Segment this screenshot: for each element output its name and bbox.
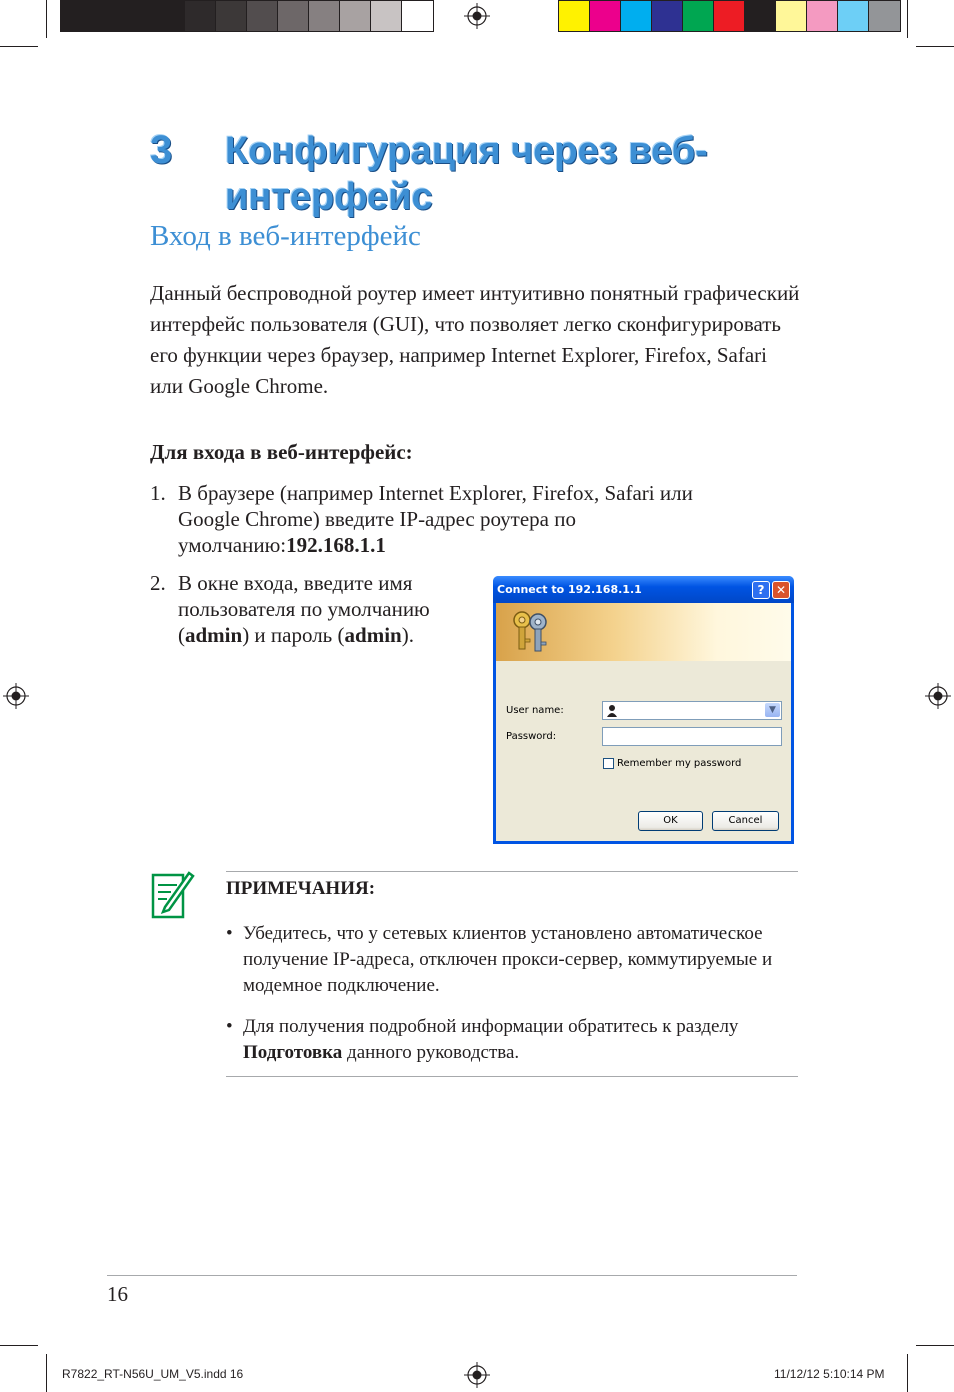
- username-label: User name:: [506, 705, 564, 716]
- color-swatch: [309, 1, 340, 31]
- color-swatch: [61, 1, 92, 31]
- color-swatch: [247, 1, 278, 31]
- color-swatch: [683, 1, 714, 31]
- step-2: [150, 570, 470, 660]
- cmyk-color-bar: [558, 0, 901, 32]
- notes-top-rule: [226, 871, 798, 872]
- color-swatch: [807, 1, 838, 31]
- help-button[interactable]: ?: [752, 581, 770, 599]
- color-swatch: [869, 1, 900, 31]
- crop-mark: [0, 1345, 38, 1346]
- note-text: Убедитесь, что у сетевых клиентов установлено автоматическое получение IP-адреса, отключен прокси-сервер, коммутируемые и модемное подключение.: [243, 923, 773, 996]
- step-2-text: ).: [401, 623, 414, 647]
- crop-mark: [916, 1345, 954, 1346]
- dialog-body: [496, 603, 791, 841]
- step-1: [150, 480, 730, 560]
- registration-mark-icon: [925, 683, 951, 709]
- color-swatch: [123, 1, 154, 31]
- chevron-down-icon[interactable]: ▼: [765, 703, 780, 717]
- login-dialog: [493, 576, 794, 844]
- step-text: [178, 570, 468, 648]
- registration-mark-icon: [464, 3, 490, 29]
- crop-mark: [907, 1354, 908, 1392]
- color-swatch: [652, 1, 683, 31]
- keys-icon: [510, 609, 554, 655]
- step-2-text: В окне входа, введите имя пользователя по умолчанию (: [178, 571, 430, 647]
- user-icon: [605, 704, 619, 718]
- footer-rule: [107, 1275, 797, 1276]
- step-2-text: ) и пароль (: [242, 623, 345, 647]
- color-swatch: [776, 1, 807, 31]
- dialog-titlebar: [493, 576, 794, 603]
- color-swatch: [559, 1, 590, 31]
- color-swatch: [838, 1, 869, 31]
- crop-mark: [907, 0, 908, 38]
- color-swatch: [590, 1, 621, 31]
- note-2-text-end: данного руководства.: [347, 1042, 520, 1063]
- default-username: admin: [185, 623, 243, 647]
- step-1-text: В браузере (например Internet Explorer, Firefox, Safari или Google Chrome) введите IP-адрес роутера по умолчанию:: [178, 481, 693, 557]
- chapter-title: Конфигурация через веб-интерфейс: [225, 130, 708, 218]
- section-title: Вход в веб-интерфейс: [150, 220, 421, 252]
- color-swatch: [621, 1, 652, 31]
- remember-password-checkbox[interactable]: [603, 758, 614, 769]
- color-swatch: [278, 1, 309, 31]
- password-field[interactable]: [602, 727, 782, 746]
- color-swatch: [216, 1, 247, 31]
- color-swatch: [92, 1, 123, 31]
- color-swatch: [154, 1, 185, 31]
- step-number: 2.: [150, 571, 166, 595]
- crop-mark: [916, 46, 954, 47]
- step-text: [178, 480, 728, 558]
- note-2-section-ref: Подготовка: [243, 1042, 343, 1063]
- crop-mark: [0, 46, 38, 47]
- slug-date: 11/12/12 5:10:14 PM: [774, 1367, 885, 1381]
- notes-bottom-rule: [226, 1076, 798, 1077]
- default-password: admin: [344, 623, 402, 647]
- chapter-number: 3: [150, 128, 174, 172]
- slug-filename: R7822_RT-N56U_UM_V5.indd 16: [62, 1367, 244, 1381]
- cancel-button[interactable]: Cancel: [712, 811, 779, 831]
- note-text: [243, 1014, 803, 1066]
- color-swatch: [402, 1, 433, 31]
- color-swatch: [745, 1, 776, 31]
- note-2-text: Для получения подробной информации обратитесь к разделу: [243, 1016, 739, 1037]
- crop-mark: [46, 1354, 47, 1392]
- step-number: 1.: [150, 481, 166, 505]
- dialog-banner: [496, 603, 791, 661]
- ok-button[interactable]: OK: [638, 811, 703, 831]
- registration-mark-icon: [3, 683, 29, 709]
- note-pencil-icon: [151, 869, 195, 921]
- default-ip-address: 192.168.1.1: [286, 533, 386, 557]
- registration-mark-icon: [464, 1362, 490, 1388]
- dialog-title: Connect to 192.168.1.1: [497, 583, 642, 596]
- crop-mark: [46, 0, 47, 38]
- bullet: •: [226, 923, 233, 944]
- intro-paragraph: Данный беспроводной роутер имеет интуитивно понятный графический интерфейс пользователя (GUI), что позволяет легко сконфигурировать его функции через браузер, например Internet Explorer, Firefox, Safari или Google Chrome.: [150, 281, 800, 398]
- bullet: •: [226, 1016, 233, 1037]
- grayscale-color-bar: [60, 0, 434, 32]
- color-swatch: [371, 1, 402, 31]
- remember-password-label[interactable]: Remember my password: [617, 758, 742, 769]
- color-swatch: [340, 1, 371, 31]
- page-number: 16: [107, 1282, 128, 1306]
- username-combobox[interactable]: [602, 701, 782, 720]
- steps-heading: Для входа в веб-интерфейс:: [150, 440, 413, 464]
- note-item-2: [0, 1014, 820, 1070]
- close-button[interactable]: ✕: [772, 581, 790, 599]
- note-item-1: [0, 921, 820, 1001]
- password-label: Password:: [506, 731, 557, 742]
- notes-heading: ПРИМЕЧАНИЯ:: [226, 878, 376, 899]
- color-swatch: [185, 1, 216, 31]
- color-swatch: [714, 1, 745, 31]
